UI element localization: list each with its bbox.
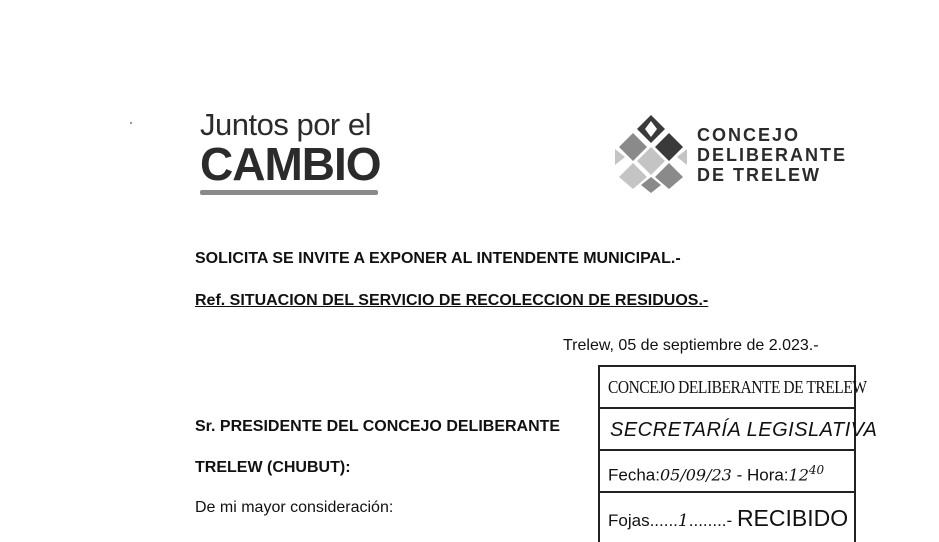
- stamp-pages: [608, 505, 848, 532]
- subject-line: SOLICITA SE INVITE A EXPONER AL INTENDENTE MUNICIPAL.-: [195, 250, 681, 267]
- party-logo-line2: CAMBIO: [200, 138, 381, 190]
- addressee: Sr. PRESIDENTE DEL CONCEJO DELIBERANTE: [195, 418, 561, 435]
- council-logo-line3: DE TRELEW: [697, 165, 821, 185]
- stamp-title-row: [600, 367, 867, 409]
- stamp-title: CONCEJO DELIBERANTE DE TRELEW: [608, 377, 867, 397]
- scan-speck: [130, 122, 132, 124]
- addressee-location: TRELEW (CHUBUT):: [195, 459, 351, 476]
- reference-line: Ref. SITUACION DEL SERVICIO DE RECOLECCION DE RESIDUOS.-: [195, 292, 709, 309]
- stamp-date-value: 05/09/23: [659, 465, 732, 485]
- council-logo-text: [697, 125, 847, 185]
- council-diamond-logo-icon: [611, 113, 691, 193]
- stamp-pages-dots: ........-: [688, 511, 733, 530]
- stamp-pages-row: [600, 493, 854, 538]
- stamp-time-minutes: 40: [808, 463, 825, 477]
- salutation: De mi mayor consideración:: [195, 499, 394, 516]
- party-logo: [200, 108, 405, 195]
- stamp-date-row: [600, 451, 854, 493]
- stamp-received: RECIBIDO: [736, 505, 849, 531]
- stamp-date-label: Fecha:: [608, 465, 660, 485]
- stamp-pages-value: 1: [677, 511, 689, 531]
- stamp-pages-label: Fojas......: [608, 511, 678, 530]
- party-logo-line1: Juntos por el: [200, 107, 371, 142]
- stamp-department: SECRETARÍA LEGISLATIVA: [610, 419, 878, 441]
- stamp-time-label: - Hora:: [736, 465, 789, 485]
- party-logo-bar: [200, 190, 378, 195]
- stamp-date-time: [608, 463, 824, 486]
- place-date: Trelew, 05 de septiembre de 2.023.-: [563, 337, 819, 354]
- stamp-department-row: [600, 409, 878, 451]
- reception-stamp: [598, 365, 878, 542]
- council-logo-line2: DELIBERANTE: [697, 145, 848, 165]
- council-logo-line1: CONCEJO: [697, 125, 801, 145]
- stamp-time-value: 12: [788, 465, 809, 485]
